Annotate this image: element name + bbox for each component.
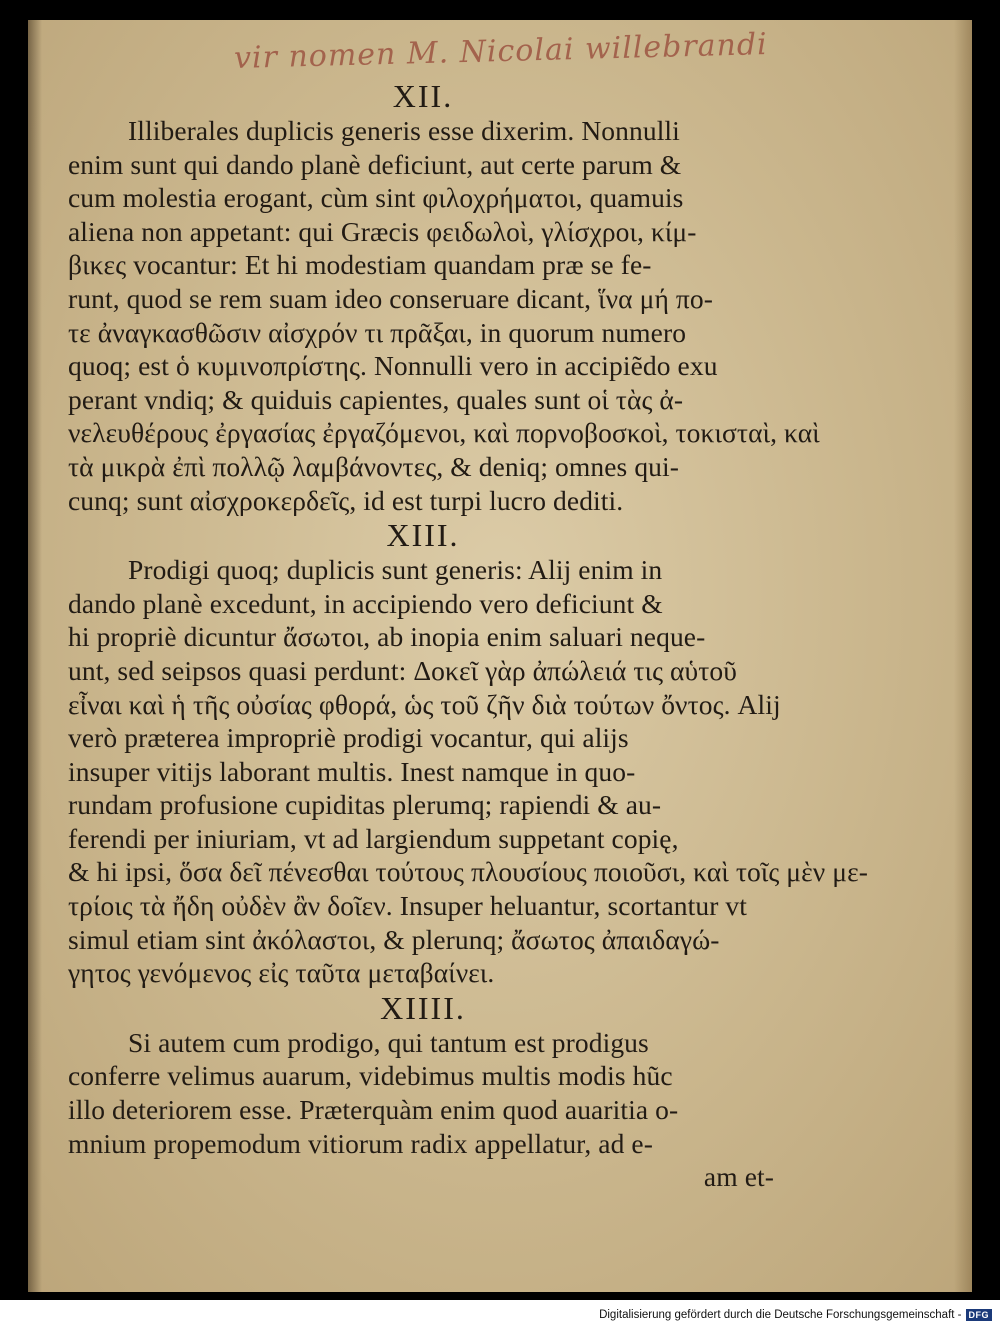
- book-page: [28, 20, 972, 1292]
- text-line: νελευθέρους ἐργασίας ἐργαζόμενοι, καὶ πορνοβοσκοὶ, τοκισταὶ, καὶ: [68, 417, 820, 449]
- text-line: βικες vocantur: Et hi modestiam quandam præ se fe-: [68, 249, 652, 281]
- page-gutter: [28, 20, 42, 1292]
- catchword: am et-: [703, 1161, 774, 1193]
- funding-footer: [599, 1309, 992, 1321]
- text-line: τρίοις τὰ ἤδη οὐδὲν ἂν δοῖεν. Insuper heluantur, scortantur vt: [68, 890, 748, 922]
- section-number: XIII.: [386, 517, 460, 554]
- section-paragraph: [68, 1026, 778, 1160]
- text-line: cum molestia erogant, cùm sint φιλοχρήματοι, quamuis: [68, 182, 684, 214]
- text-line: mnium propemodum vitiorum radix appellatur, ad e-: [68, 1127, 653, 1159]
- text-line: perant vndiq; & quiduis capientes, quales sunt οἱ τὰς ἀ-: [68, 383, 684, 415]
- text-line: dando planè excedunt, in accipiendo vero deficiunt &: [68, 587, 663, 619]
- text-line: Si autem cum prodigo, qui tantum est prodigus: [128, 1026, 649, 1058]
- text-line: insuper vitijs laborant multis. Inest namque in quo-: [68, 755, 636, 787]
- text-line: runt, quod se rem suam ideo conseruare dicant, ἵνα μή πο-: [68, 282, 713, 314]
- section-paragraph: [68, 553, 869, 990]
- text-line: & hi ipsi, ὅσα δεῖ πένεσθαι τούτους πλουσίους ποιοῦσι, καὶ τοῖς μὲν με-: [68, 856, 869, 888]
- text-line: unt, sed seipsos quasi perdunt: Δοκεῖ γὰρ ἀπώλειά τις αὑτοῦ: [68, 654, 737, 686]
- page-edge: [954, 20, 972, 1292]
- text-line: hi propriè dicuntur ἄσωτοι, ab inopia enim saluari neque-: [68, 621, 706, 653]
- handwritten-inscription: vir nomen M. Nicolai willebrandi: [233, 27, 769, 76]
- text-line: γητος γενόμενος εἰς ταῦτα μεταβαίνει.: [68, 957, 495, 989]
- text-line: simul etiam sint ἀκόλαστοι, & plerunq; ἄσωτος ἀπαιδαγώ-: [68, 923, 720, 955]
- text-line: Illiberales duplicis generis esse dixerim. Nonnulli: [128, 115, 680, 146]
- footer-text: Digitalisierung gefördert durch die Deutsche Forschungsgemeinschaft -: [599, 1309, 962, 1321]
- section-number: XII.: [392, 78, 454, 114]
- text-line: τε ἀναγκασθῶσιν αἰσχρόν τι πρᾶξαι, in quorum numero: [68, 316, 687, 348]
- main-text: [68, 78, 869, 1194]
- text-line: illo deteriorem esse. Præterquàm enim quod auaritia o-: [68, 1094, 679, 1126]
- section-paragraph: [68, 114, 820, 517]
- text-line: τὰ μικρὰ ἐπὶ πολλῷ λαμβάνοντες, & deniq; omnes qui-: [68, 450, 680, 482]
- text-line: verò præterea impropriè prodigi vocantur, qui alijs: [68, 722, 629, 754]
- text-line: rundam profusione cupiditas plerumq; rapiendi & au-: [68, 789, 662, 821]
- text-line: conferre velimus auarum, videbimus multis modis hũc: [68, 1060, 673, 1092]
- text-line: ferendi per iniuriam, vt ad largiendum suppetant copię,: [68, 822, 679, 854]
- dfg-logo-icon: DFG: [966, 1309, 993, 1321]
- text-line: enim sunt qui dando planè deficiunt, aut certe parum &: [68, 148, 682, 180]
- text-line: quoq; est ὁ κυμινοπρίστης. Nonnulli vero in accipiẽdo exu: [68, 350, 718, 382]
- text-line: cunq; sunt αἰσχροκερδεῖς, id est turpi lucro dediti.: [68, 484, 624, 516]
- text-line: Prodigi quoq; duplicis sunt generis: Alij enim in: [128, 554, 663, 586]
- text-line: aliena non appetant: qui Græcis φειδωλοὶ, γλίσχροι, κίμ-: [68, 215, 697, 247]
- text-line: εἶναι καὶ ἡ τῆς οὐσίας φθορά, ὡς τοῦ ζῆν διὰ τούτων ὄντος. Alij: [68, 688, 781, 720]
- section-number: XIIII.: [380, 989, 466, 1026]
